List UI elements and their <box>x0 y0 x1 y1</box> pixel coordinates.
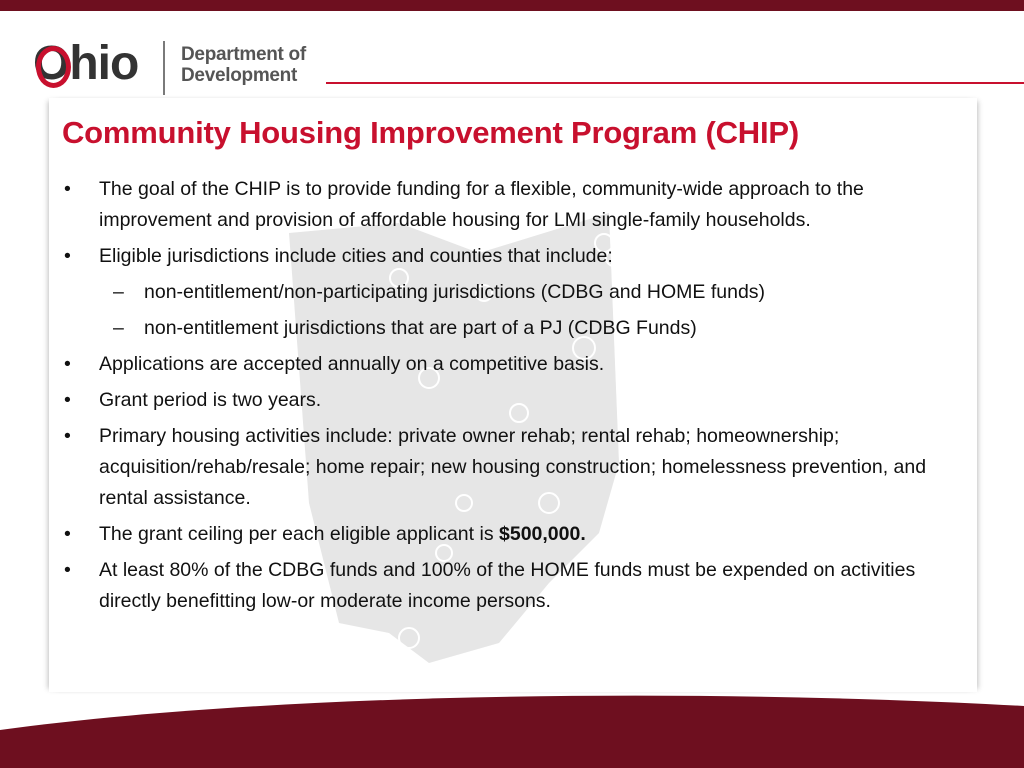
bullet-item <box>49 519 969 550</box>
bullet-dot-icon: • <box>64 425 71 447</box>
bullet-text: Primary housing activities include: private owner rehab; rental rehab; homeownership; acquisition/rehab/resale; home repair; new housing construction; homelessness prevention, and rental assistance. <box>99 425 927 509</box>
bullet-text: Grant period is two years. <box>99 389 322 411</box>
header-rule <box>326 82 1024 84</box>
sub-bullet-item <box>49 277 969 308</box>
content-panel <box>49 98 977 692</box>
bullet-text: The goal of the CHIP is to provide funding for a flexible, community-wide approach to the improvement and provision of affordable housing for LMI single-family households. <box>99 178 864 231</box>
bullet-dot-icon: • <box>64 245 71 267</box>
department-line-1: Department of <box>181 44 306 65</box>
bullet-text: Applications are accepted annually on a competitive basis. <box>99 353 605 375</box>
department-name <box>181 44 306 86</box>
sub-bullet-text: non-entitlement/non-participating jurisdictions (CDBG and HOME funds) <box>144 281 766 303</box>
bullet-text: Eligible jurisdictions include cities and counties that include: <box>99 245 613 267</box>
bullet-item <box>49 241 969 272</box>
bullet-dot-icon: • <box>64 353 71 375</box>
bullet-item <box>49 349 969 380</box>
sub-bullet-item <box>49 313 969 344</box>
logo-divider <box>163 41 165 95</box>
bullet-dot-icon: • <box>64 559 71 581</box>
department-line-2: Development <box>181 65 298 86</box>
bullet-dot-icon: • <box>64 178 71 200</box>
bullet-item <box>49 174 969 236</box>
bullet-item <box>49 385 969 416</box>
bullet-text: At least 80% of the CDBG funds and 100% of the HOME funds must be expended on activities directly benefitting low-or moderate income persons. <box>99 559 916 612</box>
dash-icon: – <box>113 281 124 303</box>
bullet-dot-icon: • <box>64 523 71 545</box>
bullet-list <box>49 174 969 622</box>
bullet-text: The grant ceiling per each eligible applicant is <box>99 523 499 545</box>
bottom-swoosh <box>0 688 1024 768</box>
logo-o-ring-icon <box>36 46 71 88</box>
bullet-item <box>49 555 969 617</box>
slide-title: Community Housing Improvement Program (CHIP) <box>62 115 799 150</box>
grant-ceiling-amount: $500,000. <box>499 523 586 545</box>
bullet-dot-icon: • <box>64 389 71 411</box>
bullet-item <box>49 421 969 514</box>
logo-text: Ohio <box>33 37 139 90</box>
top-bar <box>0 0 1024 11</box>
sub-bullet-text: non-entitlement jurisdictions that are part of a PJ (CDBG Funds) <box>144 317 697 339</box>
dash-icon: – <box>113 317 124 339</box>
header <box>0 11 1024 91</box>
